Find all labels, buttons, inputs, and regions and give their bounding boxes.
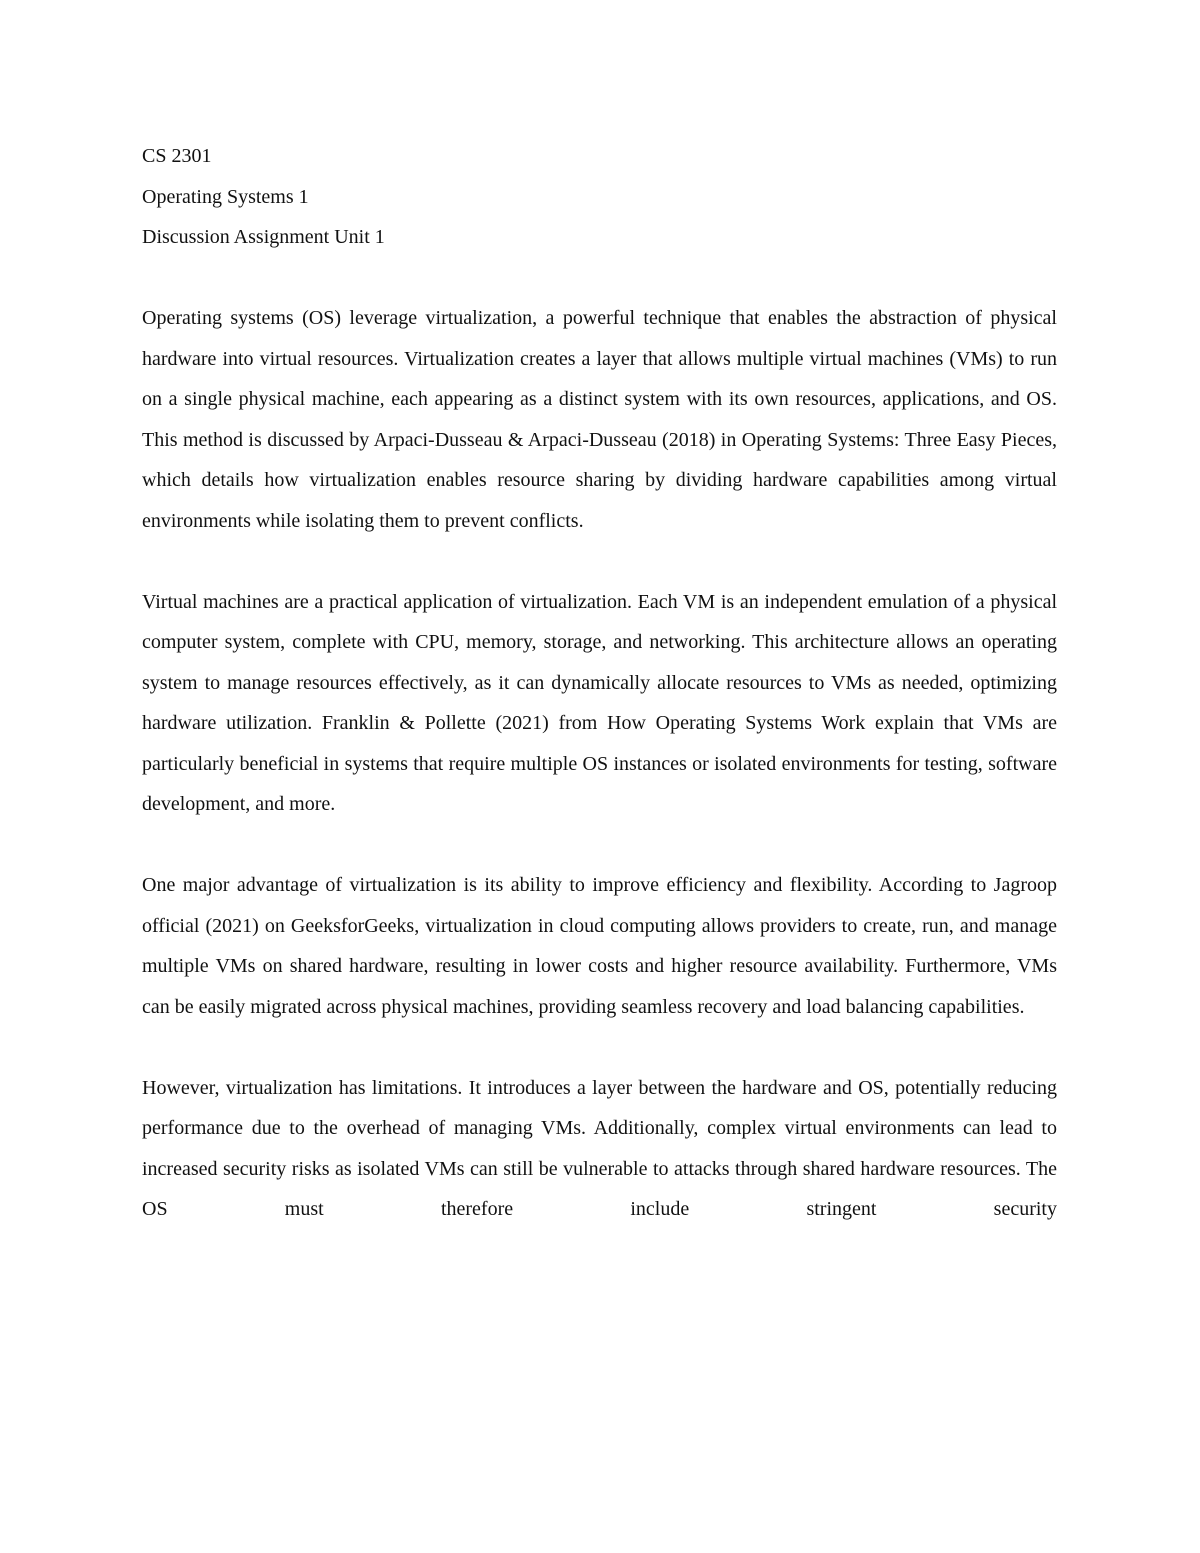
- paragraph-advantages: One major advantage of virtualization is its ability to improve efficiency and flexibility. According to Jagroop official (2021) on GeeksforGeeks, virtualization in cloud computing allows providers to create, run, and manage multiple VMs on shared hardware, resulting in lower costs and higher resource availability. Furthermore, VMs can be easily migrated across physical machines, providing seamless recovery and load balancing capabilities.: [142, 874, 1057, 1018]
- paragraph-virtualization: Operating systems (OS) leverage virtualization, a powerful technique that enables the abstraction of physical hardware into virtual resources. Virtualization creates a layer that allows multiple virtual machines (VMs) to run on a single physical machine, each appearing as a distinct system with its own resources, applications, and OS. This method is discussed by Arpaci-Dusseau & Arpaci-Dusseau (2018) in Operating Systems: Three Easy Pieces, which details how virtualization enables resource sharing by dividing hardware capabilities among virtual environments while isolating them to prevent conflicts.: [142, 307, 1057, 532]
- course-code: CS 2301: [142, 145, 212, 167]
- paragraph-limitations: However, virtualization has limitations. It introduces a layer between the hardware and OS, potentially reducing performance due to the overhead of managing VMs. Additionally, complex virtual environments can lead to increased security risks as isolated VMs can still be vulnerable to attacks through shared hardware resources. The OS must therefore include stringent security: [142, 1076, 1057, 1220]
- course-name: Operating Systems 1: [142, 185, 309, 208]
- assignment-title: Discussion Assignment Unit 1: [142, 226, 385, 248]
- paragraph-virtual-machines: Virtual machines are a practical application of virtualization. Each VM is an independent emulation of a physical computer system, complete with CPU, memory, storage, and networking. This architecture allows an operating system to manage resources effectively, as it can dynamically allocate resources to VMs as needed, optimizing hardware utilization. Franklin & Pollette (2021) from How Operating Systems Work explain that VMs are particularly beneficial in systems that require multiple OS instances or isolated environments for testing, software development, and more.: [142, 590, 1057, 815]
- document-content: [142, 136, 1057, 1230]
